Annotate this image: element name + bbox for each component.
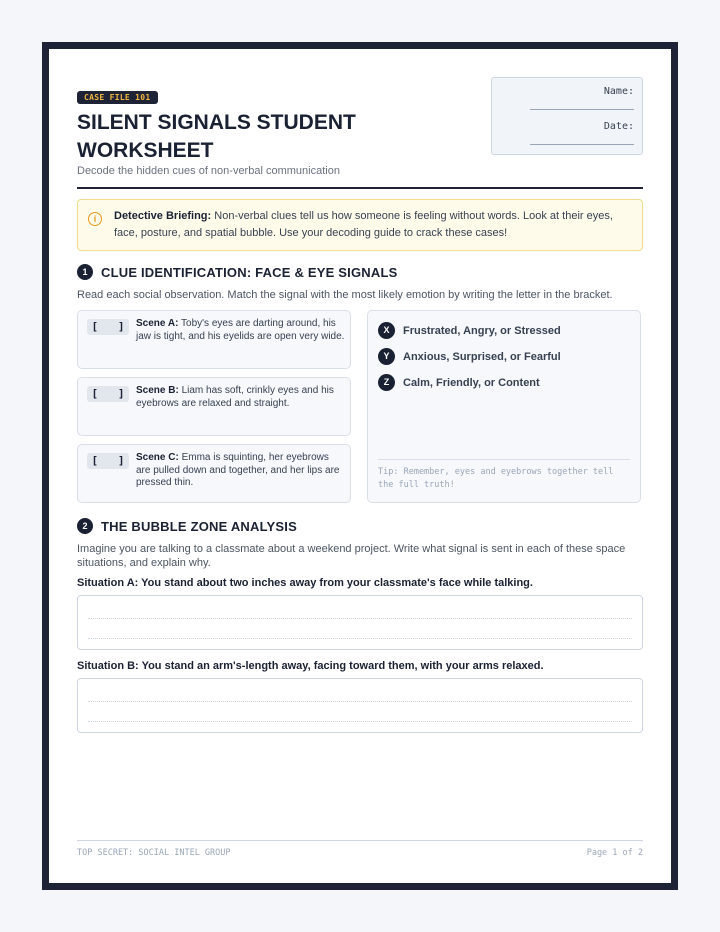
situation-label: Situation A: You stand about two inches away from your classmate's face while talking. (77, 577, 533, 589)
emotion-option (378, 322, 561, 339)
page-title: SILENT SIGNALS STUDENT WORKSHEET (77, 111, 356, 162)
page-number: Page 1 of 2 (586, 848, 643, 858)
scene-card (77, 444, 351, 503)
scene-text (136, 318, 346, 343)
section-title: CLUE IDENTIFICATION: FACE & EYE SIGNALS (101, 264, 398, 280)
writing-line (88, 638, 632, 639)
page-subtitle: Decode the hidden cues of non-verbal communication (77, 165, 340, 177)
answer-bracket[interactable]: [ ] (87, 386, 129, 402)
footer-label: TOP SECRET: SOCIAL INTEL GROUP (77, 848, 231, 858)
section-number-badge: 2 (77, 518, 93, 534)
section-1-heading (77, 264, 397, 280)
emotion-option (378, 348, 561, 365)
emotion-text: Calm, Friendly, or Content (403, 376, 540, 389)
answer-bracket[interactable]: [ ] (87, 319, 129, 335)
name-line[interactable] (530, 109, 634, 110)
briefing-text: Non-verbal clues tell us how someone is feeling without words. Look at their eyes, face, posture, and spatial bubble. Use your decoding guide to crack these cases! (114, 210, 613, 239)
section-description: Imagine you are talking to a classmate about a weekend project. Write what signal is sent in each of these space situations, and explain why. (77, 543, 626, 569)
writing-line (88, 721, 632, 722)
header-divider (77, 187, 643, 189)
scene-card (77, 310, 351, 369)
name-label: Name: (603, 86, 634, 97)
emotion-key-panel (367, 310, 641, 503)
emotion-letter-badge: Z (378, 374, 395, 391)
footer-divider (77, 840, 643, 841)
detective-briefing (77, 199, 643, 251)
date-label: Date: (603, 121, 634, 132)
worksheet-content (77, 49, 643, 883)
emotion-letter-badge: Y (378, 348, 395, 365)
worksheet-frame (42, 42, 678, 890)
writing-line (88, 701, 632, 702)
emotion-option (378, 374, 540, 391)
scene-description: Liam has soft, crinkly eyes and his eyebrows are relaxed and straight. (136, 385, 334, 409)
briefing-label: Detective Briefing: (114, 210, 212, 222)
scene-description: Toby's eyes are darting around, his jaw is tight, and his eyelids are open very wide. (136, 318, 345, 342)
section-2-heading (77, 518, 297, 534)
case-file-badge: CASE FILE 101 (77, 91, 158, 104)
date-line[interactable] (530, 144, 634, 145)
writing-line (88, 618, 632, 619)
section-description: Read each social observation. Match the signal with the most likely emotion by writing the letter in the bracket. (77, 289, 613, 301)
scene-label: Scene B: (136, 385, 179, 396)
section-number-badge: 1 (77, 264, 93, 280)
answer-box[interactable] (77, 678, 643, 733)
situation-label: Situation B: You stand an arm's-length away, facing toward them, with your arms relaxed. (77, 660, 544, 672)
emotion-text: Anxious, Surprised, or Fearful (403, 350, 561, 363)
answer-bracket[interactable]: [ ] (87, 453, 129, 469)
section-title: THE BUBBLE ZONE ANALYSIS (101, 518, 297, 534)
scene-label: Scene C: (136, 452, 179, 463)
scene-label: Scene A: (136, 318, 179, 329)
worksheet-page (49, 49, 671, 883)
emotion-letter-badge: X (378, 322, 395, 339)
info-icon: i (88, 212, 102, 226)
scene-text (136, 452, 346, 490)
name-date-box (491, 77, 643, 155)
scene-description: Emma is squinting, her eyebrows are pulled down and together, and her lips are pressed thin. (136, 452, 340, 488)
scene-card (77, 377, 351, 436)
answer-box[interactable] (77, 595, 643, 650)
tip-text: Tip: Remember, eyes and eyebrows together tell the full truth! (378, 459, 630, 492)
scene-text (136, 385, 346, 410)
emotion-text: Frustrated, Angry, or Stressed (403, 324, 561, 337)
